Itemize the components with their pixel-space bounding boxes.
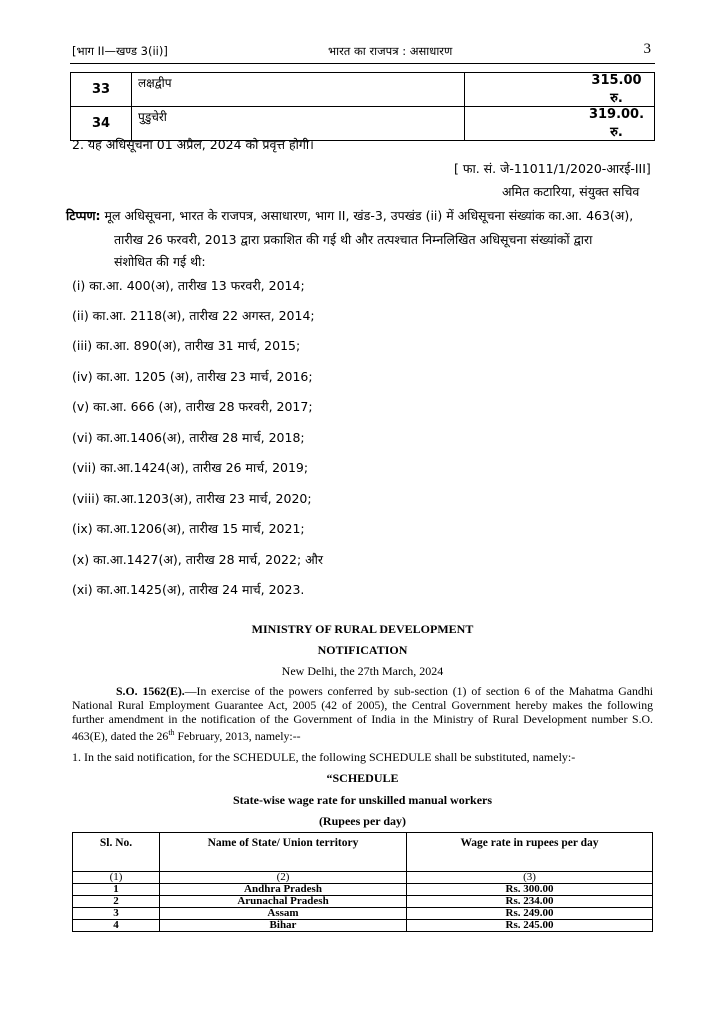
notification-heading: NOTIFICATION bbox=[317, 643, 408, 657]
note-first-line bbox=[66, 207, 633, 224]
table-row bbox=[71, 73, 655, 107]
state-name: पुडुचेरी bbox=[132, 107, 465, 141]
amendment-list-item: (iv) का.आ. 1205 (अ), तारीख 23 मार्च, 2016; bbox=[72, 369, 313, 384]
wage-rate: Rs. 245.00 bbox=[407, 920, 653, 932]
wage-rate: Rs. 300.00 bbox=[407, 884, 653, 896]
column-number-row bbox=[73, 872, 653, 884]
signatory: अमित कटारिया, संयुक्त सचिव bbox=[502, 184, 640, 199]
wage-rate: 319.00. रु. bbox=[465, 107, 655, 141]
header-gazette-title: भारत का राजपत्र : असाधारण bbox=[328, 44, 453, 58]
page-header bbox=[70, 41, 655, 64]
row-number: 34 bbox=[71, 107, 132, 141]
wage-table-continuation bbox=[70, 72, 655, 141]
serial-number: 1 bbox=[73, 884, 160, 896]
amendment-list-item: (x) का.आ.1427(अ), तारीख 28 मार्च, 2022; और bbox=[72, 552, 324, 567]
column-header: Sl. No. bbox=[73, 833, 160, 872]
note-label: टिप्पण: bbox=[66, 208, 101, 223]
paragraph-body: —In exercise of the powers conferred by sub-section (1) of section 6 of the Mahatma Gandhi National Rural Employment Guarantee Act, 2005 (42 of 2005), the Central Government hereby makes the following further amendment in the notification of the Government of India in the Ministry of Rural Development number S.O. 463(E), dated the 26 bbox=[72, 684, 653, 743]
ordinal-suffix: th bbox=[168, 728, 175, 737]
amendment-list-item: (vii) का.आ.1424(अ), तारीख 26 मार्च, 2019; bbox=[72, 460, 309, 475]
wage-rate: Rs. 234.00 bbox=[407, 896, 653, 908]
amendment-list-item: (i) का.आ. 400(अ), तारीख 13 फरवरी, 2014; bbox=[72, 278, 305, 293]
note-text-line-1: मूल अधिसूचना, भारत के राजपत्र, असाधारण, भाग II, खंड-3, उपखंड (ii) में अधिसूचना संख्यांक का.आ. 463(अ), bbox=[104, 208, 634, 223]
notification-paragraph bbox=[72, 684, 653, 743]
state-name: Arunachal Pradesh bbox=[160, 896, 407, 908]
so-number: S.O. 1562(E). bbox=[116, 684, 185, 698]
table-row bbox=[73, 920, 653, 932]
note-text-line-3: संशोधित की गई थी: bbox=[114, 254, 206, 269]
file-number: [ फा. सं. जे-11011/1/2020-आरई-III] bbox=[454, 161, 651, 176]
amendment-list-item: (xi) का.आ.1425(अ), तारीख 24 मार्च, 2023. bbox=[72, 582, 305, 597]
state-name: Assam bbox=[160, 908, 407, 920]
schedule-table bbox=[72, 832, 653, 932]
row-number: 33 bbox=[71, 73, 132, 107]
state-name: लक्षद्वीप bbox=[132, 73, 465, 107]
hindi-para-2: 2. यह अधिसूचना 01 अप्रैल, 2024 को प्रवृत्त होगी। bbox=[72, 137, 314, 152]
column-number: (2) bbox=[160, 872, 407, 884]
schedule-title: “SCHEDULE bbox=[326, 771, 399, 785]
column-header: Wage rate in rupees per day bbox=[407, 833, 653, 872]
schedule-unit: (Rupees per day) bbox=[318, 814, 407, 828]
paragraph-tail: February, 2013, namely:-- bbox=[174, 728, 301, 743]
column-number: (1) bbox=[73, 872, 160, 884]
header-divider bbox=[70, 63, 655, 64]
serial-number: 4 bbox=[73, 920, 160, 932]
note-text-line-2: तारीख 26 फरवरी, 2013 द्वारा प्रकाशित की गई थी और तत्पश्चात निम्नलिखित अधिसूचना संख्यांकों द्वारा bbox=[114, 232, 593, 247]
table-header-row bbox=[73, 833, 653, 872]
header-section-label: [भाग II—खण्ड 3(ii)] bbox=[72, 44, 168, 58]
serial-number: 2 bbox=[73, 896, 160, 908]
amendment-list-item: (iii) का.आ. 890(अ), तारीख 31 मार्च, 2015; bbox=[72, 338, 301, 353]
amendment-list-item: (v) का.आ. 666 (अ), तारीख 28 फरवरी, 2017; bbox=[72, 399, 313, 414]
amendment-list-item: (ii) का.आ. 2118(अ), तारीख 22 अगस्त, 2014; bbox=[72, 308, 315, 323]
schedule-subtitle: State-wise wage rate for unskilled manual workers bbox=[232, 793, 493, 807]
column-header: Name of State/ Union territory bbox=[160, 833, 407, 872]
ministry-heading: MINISTRY OF RURAL DEVELOPMENT bbox=[251, 622, 474, 636]
amendment-list-item: (ix) का.आ.1206(अ), तारीख 15 मार्च, 2021; bbox=[72, 521, 305, 536]
wage-rate: 315.00 रु. bbox=[465, 73, 655, 107]
table-row bbox=[73, 896, 653, 908]
amendment-item-1: 1. In the said notification, for the SCHEDULE, the following SCHEDULE shall be substituted, namely:- bbox=[72, 750, 576, 764]
serial-number: 3 bbox=[73, 908, 160, 920]
page-number: 3 bbox=[643, 41, 651, 57]
place-date-line: New Delhi, the 27th March, 2024 bbox=[281, 664, 444, 678]
table-row bbox=[73, 884, 653, 896]
amendment-list-item: (viii) का.आ.1203(अ), तारीख 23 मार्च, 2020; bbox=[72, 491, 312, 506]
table-row bbox=[73, 908, 653, 920]
amendment-list-item: (vi) का.आ.1406(अ), तारीख 28 मार्च, 2018; bbox=[72, 430, 305, 445]
state-name: Bihar bbox=[160, 920, 407, 932]
wage-rate: Rs. 249.00 bbox=[407, 908, 653, 920]
state-name: Andhra Pradesh bbox=[160, 884, 407, 896]
column-number: (3) bbox=[407, 872, 653, 884]
